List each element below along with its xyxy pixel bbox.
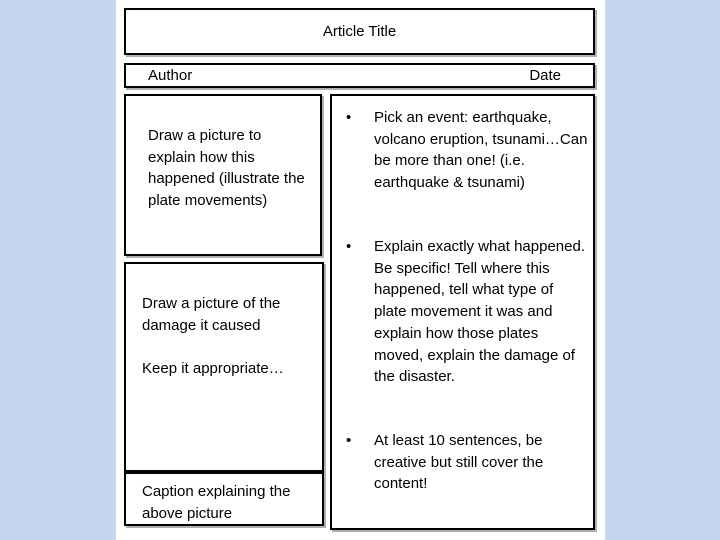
worksheet-page xyxy=(116,0,605,540)
plate-movement-picture-box xyxy=(124,94,322,256)
date-label: Date xyxy=(529,67,561,84)
caption-box xyxy=(124,472,324,526)
damage-instruction: Draw a picture of the damage it caused xyxy=(142,295,281,334)
damage-picture-box xyxy=(124,262,324,472)
bullet-item: Explain exactly what happened. Be specific! Tell where this happened, tell what type of plate movement it was and explain how those plates moved, explain the damage of the disaster. xyxy=(374,238,585,386)
article-title: Article Title xyxy=(322,23,397,40)
bullet-marker: • xyxy=(346,432,352,449)
appropriate-note: Keep it appropriate… xyxy=(142,360,284,377)
plate-movement-instruction: Draw a picture to explain how this happened (illustrate the plate movements) xyxy=(148,127,305,210)
bullet-marker: • xyxy=(346,109,352,126)
bullet-item: At least 10 sentences, be creative but still cover the content! xyxy=(374,432,544,493)
article-title-box xyxy=(124,8,595,55)
bullet-item: Pick an event: earthquake, volcano eruption, tsunami…Can be more than one! (i.e. earthquake & tsunami) xyxy=(374,109,588,192)
author-date-bar xyxy=(124,63,595,88)
author-label: Author xyxy=(148,67,193,84)
bullet-marker: • xyxy=(346,238,352,255)
article-body-box xyxy=(330,94,595,530)
caption-instruction: Caption explaining the above picture xyxy=(142,483,291,522)
